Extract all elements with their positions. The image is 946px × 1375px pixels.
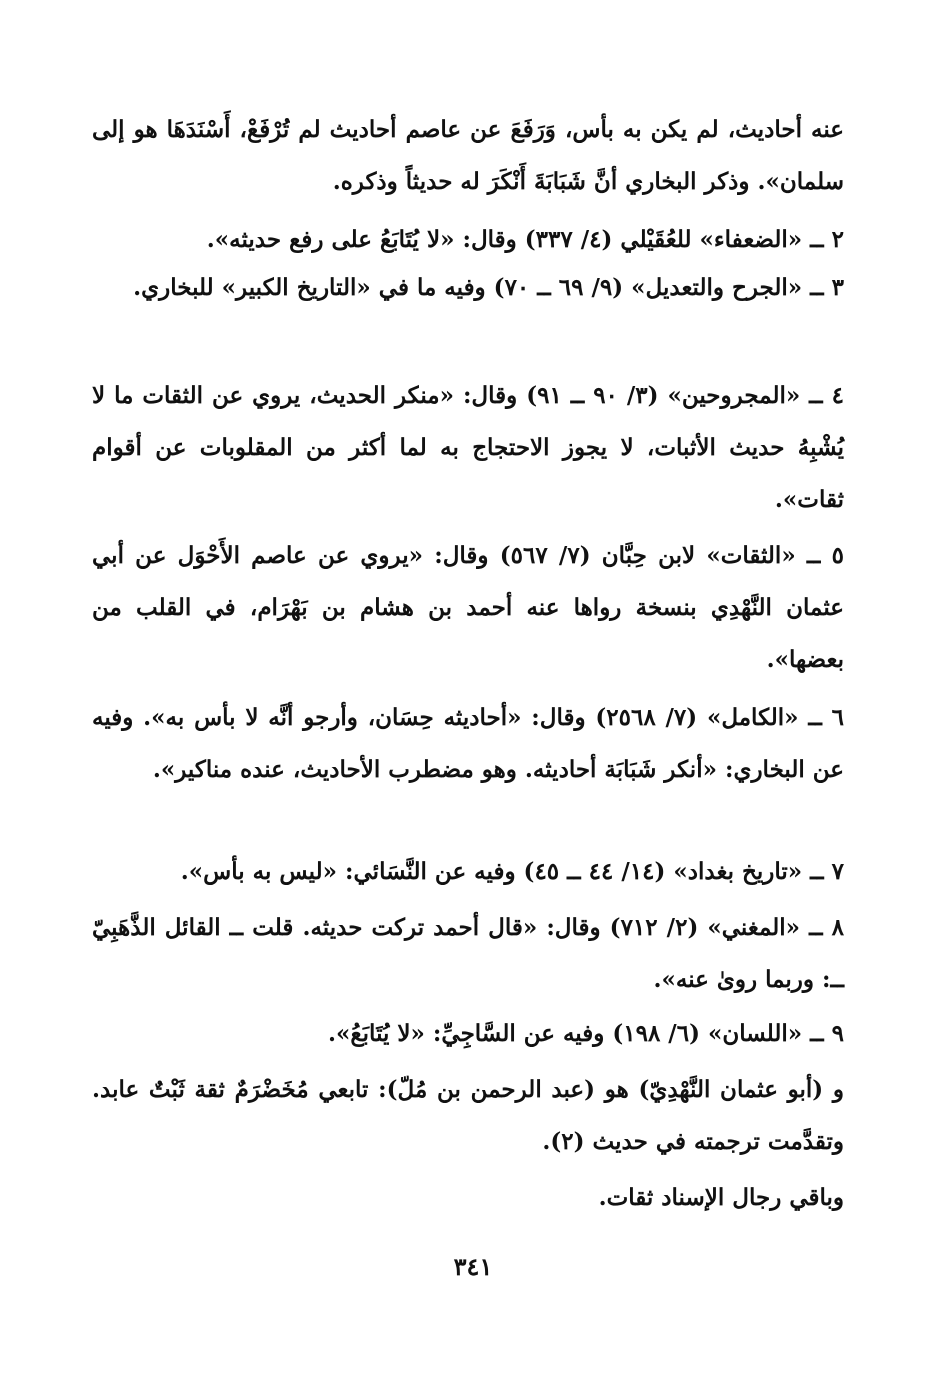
paragraph-item-5: ٥ ــ «الثقات» لابن حِبَّان (٧/ ٥٦٧) وقال: «يروي عن عاصم الأَحْوَل عن أبي عثمان النَّهْدِي بنسخة رواها عنه أحمد بن هشام بن بَهْرَام، في القلب من بعضها».	[92, 542, 844, 673]
paragraph-item-9: ٩ ــ «اللسان» (٦/ ١٩٨) وفيه عن السَّاجِيِّ: «لا يُتَابَعُ».	[328, 1020, 844, 1047]
paragraph-item-7: ٧ ــ «تاريخ بغداد» (١٤/ ٤٤ ــ ٤٥) وفيه عن النَّسَائي: «ليس به بأس».	[180, 858, 844, 885]
paragraph-item-8: ٨ ــ «المغني» (٢/ ٧١٢) وقال: «قال أحمد تركت حديثه. قلت ــ القائل الذَّهَبِيّ ــ: وربما روىٰ عنه».	[92, 914, 844, 993]
paragraph-continuation: عنه أحاديث، لم يكن به بأس، وَرَفَعَ عن عاصم أحاديث لم تُرْفَعْ، أَسْنَدَهَا هو إلى سلمان». وذكر البخاري أنَّ شَبَابَةَ أَنْكَرَ له حديثاً وذكره.	[92, 116, 844, 195]
paragraph-item-4: ٤ ــ «المجروحين» (٣/ ٩٠ ــ ٩١) وقال: «منكر الحديث، يروي عن الثقات ما لا يُشْبِهُ حديث الأثبات، لا يجوز الاحتجاج به لما أكثر من المقلوبات عن أقوام ثقات».	[92, 382, 844, 513]
page-number: ٣٤١	[453, 1252, 493, 1281]
paragraph-closing: وباقي رجال الإسناد ثقات.	[598, 1184, 844, 1211]
paragraph-item-6: ٦ ــ «الكامل» (٧/ ٢٥٦٨) وقال: «أحاديثه حِسَان، وأرجو أنَّه لا بأس به». وفيه عن البخاري: «أنكر شَبَابَة أحاديثه. وهو مضطرب الأحاديث، عنده مناكير».	[92, 704, 844, 783]
paragraph-item-3: ٣ ــ «الجرح والتعديل» (٩/ ٦٩ ــ ٧٠) وفيه ما في «التاريخ الكبير» للبخاري.	[133, 274, 844, 301]
paragraph-item-2: ٢ ــ «الضعفاء» للعُقَيْلي (٤/ ٣٣٧) وقال: «لا يُتَابَعُ على رفع حديثه».	[206, 226, 844, 253]
paragraph-abu-uthman: و (أبو عثمان النَّهْدِيّ) هو (عبد الرحمن بن مُلّ): تابعي مُخَضْرَمٌ ثقة ثَبْتٌ عابد. وتقدَّمت ترجمته في حديث (٢).	[92, 1076, 844, 1155]
